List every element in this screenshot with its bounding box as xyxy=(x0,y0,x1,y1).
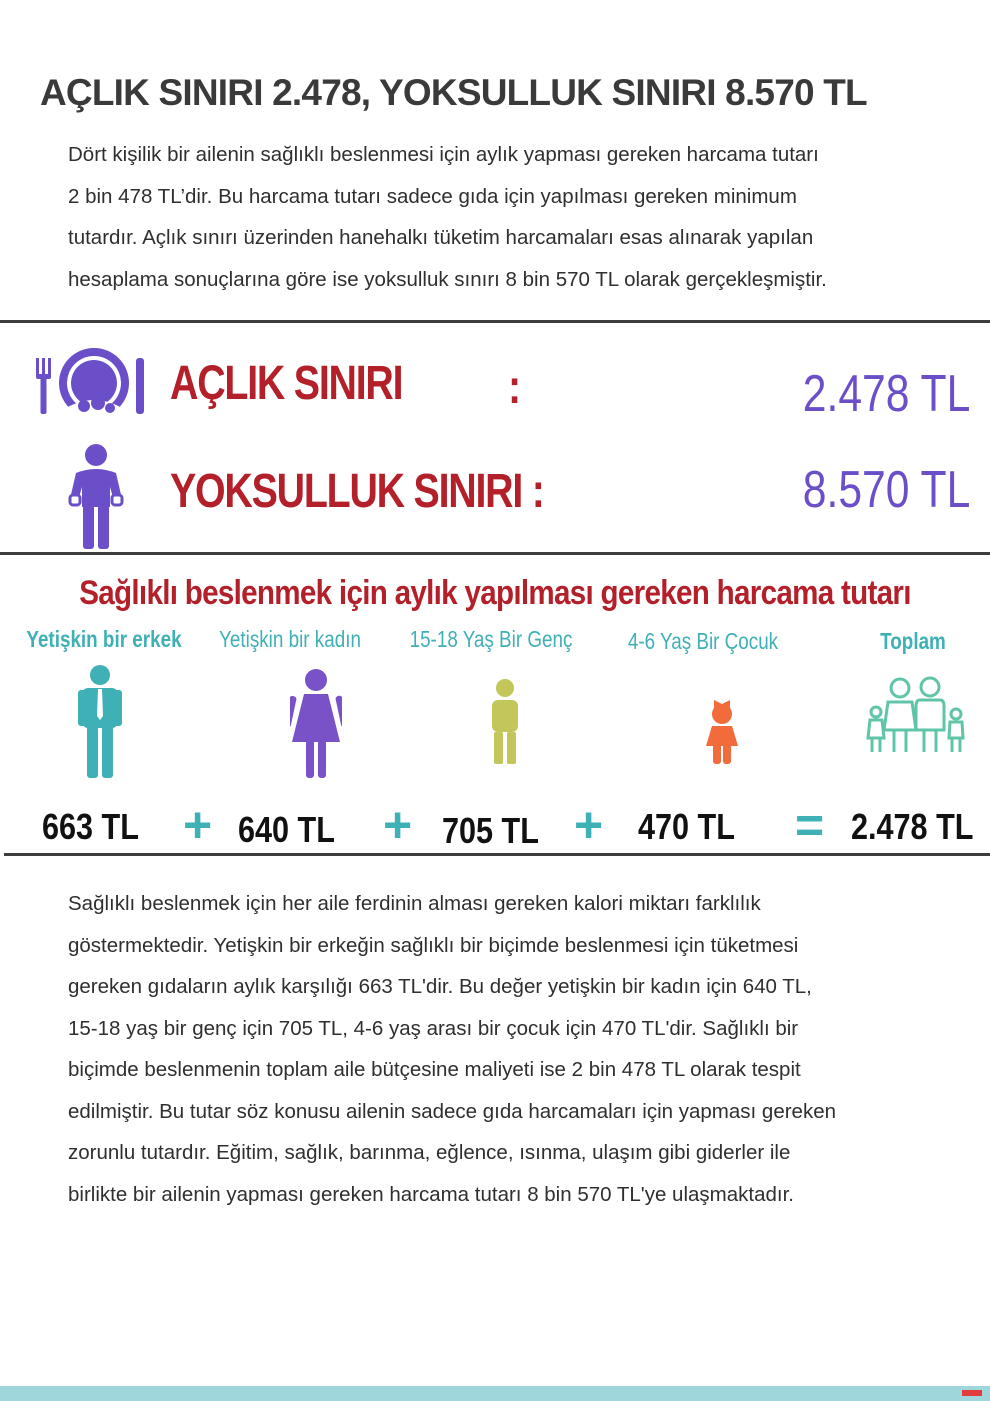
divider-bottom xyxy=(4,853,990,856)
woman-icon xyxy=(290,668,342,778)
family-icon xyxy=(864,676,968,754)
hunger-label: AÇLIK SINIRI xyxy=(170,357,403,410)
poverty-value: 8.570 TL xyxy=(802,461,970,519)
plus-icon: + xyxy=(183,797,213,853)
page-title: AÇLIK SINIRI 2.478, YOKSULLUK SINIRI 8.570 TL xyxy=(40,72,867,113)
body-line: göstermektedir. Yetişkin bir erkeğin sağlıklı bir biçimde beslenmesi için tüketmesi xyxy=(68,933,799,957)
body-line: edilmiştir. Bu tutar söz konusu ailenin sadece gıda harcamaları için yapması gereken xyxy=(68,1099,837,1123)
body-line: gereken gıdaların aylık karşılığı 663 TL'dir. Bu değer yetişkin bir kadın için 640 TL, xyxy=(68,975,812,998)
intro-line: Dört kişilik bir ailenin sağlıklı beslenmesi için aylık yapması gereken harcama tutarı xyxy=(68,143,819,166)
body-line: birlikte bir ailenin yapması gereken harcama tutarı 8 bin 570 TL'ye ulaşmaktadır. xyxy=(68,1182,794,1206)
child-icon xyxy=(704,698,740,764)
body-paragraph xyxy=(68,883,836,1215)
amount-woman: 640 TL xyxy=(238,809,335,850)
divider-middle xyxy=(0,552,990,555)
section-title: Sağlıklı beslenmek için aylık yapılması gereken harcama tutarı xyxy=(79,574,911,612)
divider-top xyxy=(0,320,990,323)
member-label-child: 4-6 Yaş Bir Çocuk xyxy=(627,628,779,654)
poverty-label: YOKSULLUK SINIRI : xyxy=(170,465,544,518)
body-line: zorunlu tutardır. Eğitim, sağlık, barınma, eğlence, ısınma, ulaşım gibi giderler ile xyxy=(68,1141,791,1164)
poor-man-icon xyxy=(64,443,128,551)
plus-icon: + xyxy=(383,797,413,853)
teen-icon xyxy=(490,678,520,764)
footer-logo-badge xyxy=(962,1390,982,1396)
amount-teen: 705 TL xyxy=(442,810,539,851)
body-line: Sağlıklı beslenmek için her aile ferdinin alması gereken kalori miktarı farklılık xyxy=(68,892,761,915)
amount-total: 2.478 TL xyxy=(851,806,974,847)
intro-line: hesaplama sonuçlarına göre ise yoksulluk sınırı 8 bin 570 TL olarak gerçekleşmiştir. xyxy=(68,267,827,291)
footer-bar xyxy=(0,1386,990,1401)
intro-line: tutardır. Açlık sınırı üzerinden hanehalkı tüketim harcamaları esas alınarak yapılan xyxy=(68,226,814,249)
hunger-colon: : xyxy=(508,361,520,414)
amount-man: 663 TL xyxy=(42,806,139,847)
hunger-value: 2.478 TL xyxy=(802,365,970,423)
member-label-teen: 15-18 Yaş Bir Genç xyxy=(409,626,573,652)
member-label-total: Toplam xyxy=(880,628,946,654)
body-line: biçimde beslenmenin toplam aile bütçesine maliyeti ise 2 bin 478 TL olarak tespit xyxy=(68,1058,801,1081)
intro-line: 2 bin 478 TL’dir. Bu harcama tutarı sadece gıda için yapılması gereken minimum xyxy=(68,184,797,208)
member-label-man: Yetişkin bir erkek xyxy=(26,626,182,652)
equals-icon: = xyxy=(795,797,825,853)
body-line: 15-18 yaş bir genç için 705 TL, 4-6 yaş arası bir çocuk için 470 TL'dir. Sağlıklı bir xyxy=(68,1016,799,1040)
amount-child: 470 TL xyxy=(638,806,735,847)
man-icon xyxy=(78,664,122,778)
plate-cutlery-icon xyxy=(32,346,146,422)
intro-paragraph xyxy=(68,134,827,300)
member-label-woman: Yetişkin bir kadın xyxy=(219,626,361,652)
plus-icon: + xyxy=(574,797,604,853)
